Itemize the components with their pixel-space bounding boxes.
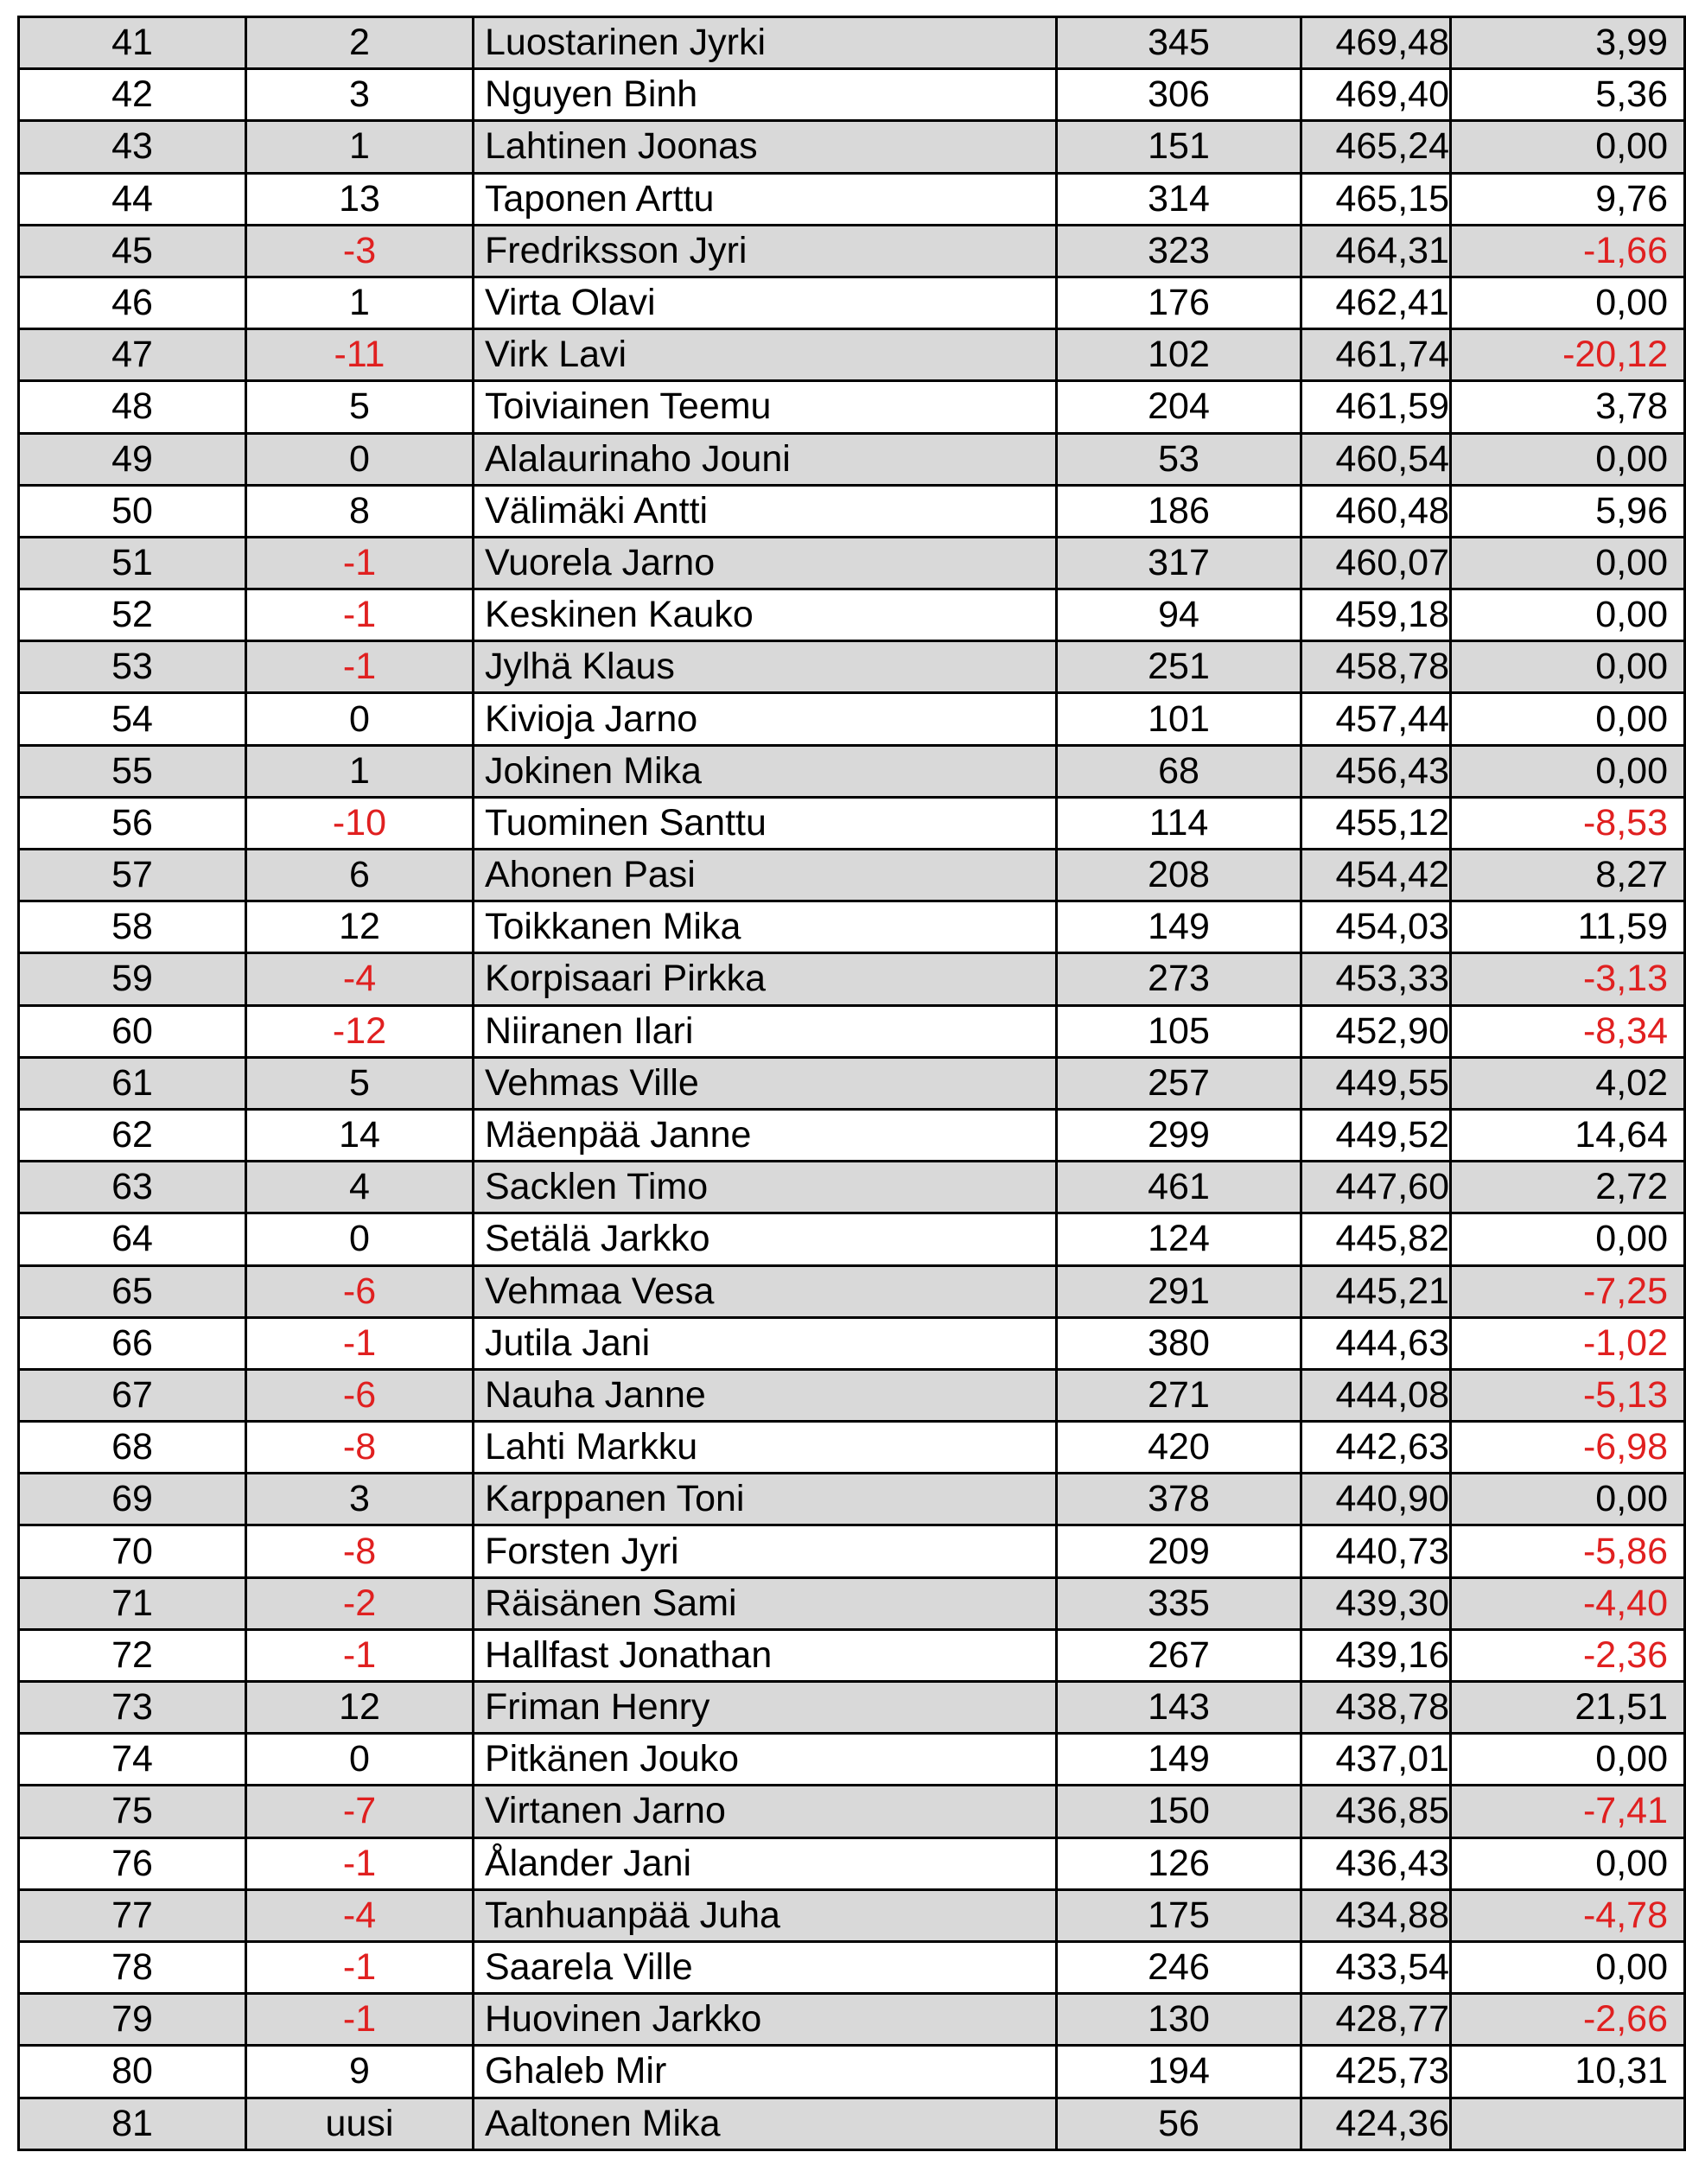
- rank-cell: 65: [19, 1265, 246, 1317]
- player-name-cell: Jokinen Mika: [474, 745, 1057, 797]
- table-row: [19, 1317, 1685, 1369]
- score-cell: 449,52: [1301, 1109, 1451, 1161]
- count-cell: 186: [1057, 485, 1301, 537]
- player-name-cell: Niiranen Ilari: [474, 1005, 1057, 1057]
- change-cell: 2: [246, 17, 474, 69]
- difference-cell: 0,00: [1451, 693, 1685, 745]
- table-row: [19, 1213, 1685, 1265]
- difference-cell: -1,02: [1451, 1317, 1685, 1369]
- score-cell: 459,18: [1301, 589, 1451, 641]
- count-cell: 380: [1057, 1317, 1301, 1369]
- table-row: [19, 589, 1685, 641]
- rank-cell: 67: [19, 1369, 246, 1421]
- rank-cell: 52: [19, 589, 246, 641]
- score-cell: 455,12: [1301, 797, 1451, 849]
- table-row: [19, 225, 1685, 277]
- difference-cell: -20,12: [1451, 329, 1685, 381]
- rank-cell: 43: [19, 121, 246, 173]
- change-cell: -6: [246, 1265, 474, 1317]
- change-cell: 14: [246, 1109, 474, 1161]
- count-cell: 209: [1057, 1525, 1301, 1577]
- count-cell: 257: [1057, 1057, 1301, 1109]
- difference-cell: 0,00: [1451, 589, 1685, 641]
- player-name-cell: Räisänen Sami: [474, 1577, 1057, 1629]
- player-name-cell: Mäenpää Janne: [474, 1109, 1057, 1161]
- player-name-cell: Jylhä Klaus: [474, 641, 1057, 693]
- count-cell: 323: [1057, 225, 1301, 277]
- difference-cell: 0,00: [1451, 1837, 1685, 1889]
- rank-cell: 66: [19, 1317, 246, 1369]
- rank-cell: 69: [19, 1474, 246, 1525]
- count-cell: 114: [1057, 797, 1301, 849]
- rank-cell: 44: [19, 173, 246, 225]
- player-name-cell: Välimäki Antti: [474, 485, 1057, 537]
- table-row: [19, 1057, 1685, 1109]
- change-cell: -8: [246, 1422, 474, 1474]
- table-row: [19, 1994, 1685, 2046]
- player-name-cell: Lahtinen Joonas: [474, 121, 1057, 173]
- player-name-cell: Alalaurinaho Jouni: [474, 433, 1057, 485]
- player-name-cell: Luostarinen Jyrki: [474, 17, 1057, 69]
- count-cell: 150: [1057, 1786, 1301, 1837]
- change-cell: -1: [246, 537, 474, 589]
- table-row: [19, 1889, 1685, 1941]
- score-cell: 462,41: [1301, 277, 1451, 328]
- difference-cell: 10,31: [1451, 2046, 1685, 2098]
- score-cell: 439,16: [1301, 1629, 1451, 1681]
- table-row: [19, 1786, 1685, 1837]
- table-row: [19, 485, 1685, 537]
- change-cell: 0: [246, 1734, 474, 1786]
- difference-cell: -7,25: [1451, 1265, 1685, 1317]
- change-cell: 1: [246, 745, 474, 797]
- count-cell: 267: [1057, 1629, 1301, 1681]
- count-cell: 299: [1057, 1109, 1301, 1161]
- change-cell: 9: [246, 2046, 474, 2098]
- player-name-cell: Taponen Arttu: [474, 173, 1057, 225]
- difference-cell: 0,00: [1451, 1474, 1685, 1525]
- change-cell: -4: [246, 1889, 474, 1941]
- rank-cell: 68: [19, 1422, 246, 1474]
- change-cell: -3: [246, 225, 474, 277]
- table-row: [19, 1265, 1685, 1317]
- score-cell: 433,54: [1301, 1941, 1451, 1993]
- count-cell: 56: [1057, 2098, 1301, 2149]
- player-name-cell: Virk Lavi: [474, 329, 1057, 381]
- score-cell: 445,21: [1301, 1265, 1451, 1317]
- count-cell: 53: [1057, 433, 1301, 485]
- rank-cell: 59: [19, 953, 246, 1005]
- score-cell: 444,63: [1301, 1317, 1451, 1369]
- count-cell: 149: [1057, 1734, 1301, 1786]
- count-cell: 314: [1057, 173, 1301, 225]
- difference-cell: 0,00: [1451, 537, 1685, 589]
- difference-cell: [1451, 2098, 1685, 2149]
- count-cell: 105: [1057, 1005, 1301, 1057]
- player-name-cell: Karppanen Toni: [474, 1474, 1057, 1525]
- player-name-cell: Pitkänen Jouko: [474, 1734, 1057, 1786]
- difference-cell: 5,36: [1451, 69, 1685, 121]
- table-row: [19, 17, 1685, 69]
- table-row: [19, 433, 1685, 485]
- difference-cell: 11,59: [1451, 901, 1685, 953]
- count-cell: 345: [1057, 17, 1301, 69]
- difference-cell: -5,86: [1451, 1525, 1685, 1577]
- player-name-cell: Setälä Jarkko: [474, 1213, 1057, 1265]
- player-name-cell: Ahonen Pasi: [474, 850, 1057, 901]
- count-cell: 291: [1057, 1265, 1301, 1317]
- change-cell: 4: [246, 1162, 474, 1213]
- table-row: [19, 745, 1685, 797]
- count-cell: 94: [1057, 589, 1301, 641]
- score-cell: 457,44: [1301, 693, 1451, 745]
- table-row: [19, 1837, 1685, 1889]
- difference-cell: -7,41: [1451, 1786, 1685, 1837]
- count-cell: 124: [1057, 1213, 1301, 1265]
- score-cell: 452,90: [1301, 1005, 1451, 1057]
- table-row: [19, 69, 1685, 121]
- difference-cell: -5,13: [1451, 1369, 1685, 1421]
- rank-cell: 56: [19, 797, 246, 849]
- player-name-cell: Keskinen Kauko: [474, 589, 1057, 641]
- score-cell: 460,48: [1301, 485, 1451, 537]
- player-name-cell: Forsten Jyri: [474, 1525, 1057, 1577]
- score-cell: 469,40: [1301, 69, 1451, 121]
- score-cell: 440,90: [1301, 1474, 1451, 1525]
- table-row: [19, 1682, 1685, 1734]
- difference-cell: 3,78: [1451, 381, 1685, 433]
- count-cell: 101: [1057, 693, 1301, 745]
- change-cell: uusi: [246, 2098, 474, 2149]
- change-cell: 13: [246, 173, 474, 225]
- count-cell: 317: [1057, 537, 1301, 589]
- difference-cell: 0,00: [1451, 121, 1685, 173]
- table-row: [19, 1162, 1685, 1213]
- rank-cell: 80: [19, 2046, 246, 2098]
- change-cell: 3: [246, 1474, 474, 1525]
- table-row: [19, 1941, 1685, 1993]
- table-row: [19, 277, 1685, 328]
- table-row: [19, 953, 1685, 1005]
- difference-cell: -4,40: [1451, 1577, 1685, 1629]
- score-cell: 461,59: [1301, 381, 1451, 433]
- score-cell: 454,03: [1301, 901, 1451, 953]
- rank-cell: 72: [19, 1629, 246, 1681]
- ranking-table: [17, 16, 1686, 2151]
- score-cell: 439,30: [1301, 1577, 1451, 1629]
- rank-cell: 54: [19, 693, 246, 745]
- change-cell: 0: [246, 693, 474, 745]
- score-cell: 454,42: [1301, 850, 1451, 901]
- rank-cell: 48: [19, 381, 246, 433]
- rank-cell: 46: [19, 277, 246, 328]
- rank-cell: 42: [19, 69, 246, 121]
- player-name-cell: Vehmas Ville: [474, 1057, 1057, 1109]
- score-cell: 428,77: [1301, 1994, 1451, 2046]
- count-cell: 335: [1057, 1577, 1301, 1629]
- score-cell: 425,73: [1301, 2046, 1451, 2098]
- change-cell: -11: [246, 329, 474, 381]
- difference-cell: 0,00: [1451, 641, 1685, 693]
- difference-cell: -8,34: [1451, 1005, 1685, 1057]
- player-name-cell: Friman Henry: [474, 1682, 1057, 1734]
- rank-cell: 60: [19, 1005, 246, 1057]
- player-name-cell: Jutila Jani: [474, 1317, 1057, 1369]
- count-cell: 208: [1057, 850, 1301, 901]
- table-row: [19, 797, 1685, 849]
- player-name-cell: Vuorela Jarno: [474, 537, 1057, 589]
- player-name-cell: Nguyen Binh: [474, 69, 1057, 121]
- score-cell: 434,88: [1301, 1889, 1451, 1941]
- player-name-cell: Kivioja Jarno: [474, 693, 1057, 745]
- change-cell: -1: [246, 589, 474, 641]
- score-cell: 447,60: [1301, 1162, 1451, 1213]
- change-cell: -1: [246, 1994, 474, 2046]
- rank-cell: 64: [19, 1213, 246, 1265]
- change-cell: -10: [246, 797, 474, 849]
- table-row: [19, 173, 1685, 225]
- rank-cell: 79: [19, 1994, 246, 2046]
- count-cell: 151: [1057, 121, 1301, 173]
- table-row: [19, 2046, 1685, 2098]
- score-cell: 464,31: [1301, 225, 1451, 277]
- rank-cell: 63: [19, 1162, 246, 1213]
- difference-cell: 3,99: [1451, 17, 1685, 69]
- player-name-cell: Nauha Janne: [474, 1369, 1057, 1421]
- player-name-cell: Fredriksson Jyri: [474, 225, 1057, 277]
- score-cell: 440,73: [1301, 1525, 1451, 1577]
- table-row: [19, 1629, 1685, 1681]
- player-name-cell: Toiviainen Teemu: [474, 381, 1057, 433]
- count-cell: 130: [1057, 1994, 1301, 2046]
- player-name-cell: Virta Olavi: [474, 277, 1057, 328]
- count-cell: 102: [1057, 329, 1301, 381]
- player-name-cell: Toikkanen Mika: [474, 901, 1057, 953]
- count-cell: 271: [1057, 1369, 1301, 1421]
- rank-cell: 75: [19, 1786, 246, 1837]
- table-row: [19, 329, 1685, 381]
- table-row: [19, 1422, 1685, 1474]
- score-cell: 436,43: [1301, 1837, 1451, 1889]
- table-row: [19, 1109, 1685, 1161]
- change-cell: 12: [246, 901, 474, 953]
- score-cell: 465,24: [1301, 121, 1451, 173]
- score-cell: 460,54: [1301, 433, 1451, 485]
- score-cell: 458,78: [1301, 641, 1451, 693]
- rank-cell: 51: [19, 537, 246, 589]
- change-cell: -1: [246, 641, 474, 693]
- score-cell: 453,33: [1301, 953, 1451, 1005]
- difference-cell: 2,72: [1451, 1162, 1685, 1213]
- score-cell: 465,15: [1301, 173, 1451, 225]
- change-cell: 6: [246, 850, 474, 901]
- rank-cell: 58: [19, 901, 246, 953]
- difference-cell: 4,02: [1451, 1057, 1685, 1109]
- rank-cell: 47: [19, 329, 246, 381]
- ranking-table-body: [19, 17, 1685, 2150]
- rank-cell: 41: [19, 17, 246, 69]
- table-row: [19, 1369, 1685, 1421]
- difference-cell: -4,78: [1451, 1889, 1685, 1941]
- table-row: [19, 901, 1685, 953]
- change-cell: 3: [246, 69, 474, 121]
- player-name-cell: Ålander Jani: [474, 1837, 1057, 1889]
- rank-cell: 62: [19, 1109, 246, 1161]
- change-cell: 8: [246, 485, 474, 537]
- rank-cell: 53: [19, 641, 246, 693]
- score-cell: 469,48: [1301, 17, 1451, 69]
- score-cell: 424,36: [1301, 2098, 1451, 2149]
- change-cell: -1: [246, 1837, 474, 1889]
- difference-cell: -2,36: [1451, 1629, 1685, 1681]
- difference-cell: -3,13: [1451, 953, 1685, 1005]
- change-cell: -7: [246, 1786, 474, 1837]
- table-row: [19, 1474, 1685, 1525]
- rank-cell: 74: [19, 1734, 246, 1786]
- change-cell: -2: [246, 1577, 474, 1629]
- player-name-cell: Tuominen Santtu: [474, 797, 1057, 849]
- player-name-cell: Korpisaari Pirkka: [474, 953, 1057, 1005]
- difference-cell: 14,64: [1451, 1109, 1685, 1161]
- rank-cell: 81: [19, 2098, 246, 2149]
- score-cell: 449,55: [1301, 1057, 1451, 1109]
- count-cell: 246: [1057, 1941, 1301, 1993]
- difference-cell: 0,00: [1451, 1213, 1685, 1265]
- player-name-cell: Vehmaa Vesa: [474, 1265, 1057, 1317]
- count-cell: 461: [1057, 1162, 1301, 1213]
- score-cell: 461,74: [1301, 329, 1451, 381]
- table-row: [19, 537, 1685, 589]
- change-cell: -12: [246, 1005, 474, 1057]
- count-cell: 306: [1057, 69, 1301, 121]
- difference-cell: 21,51: [1451, 1682, 1685, 1734]
- change-cell: 1: [246, 121, 474, 173]
- difference-cell: 9,76: [1451, 173, 1685, 225]
- score-cell: 442,63: [1301, 1422, 1451, 1474]
- table-row: [19, 1525, 1685, 1577]
- count-cell: 251: [1057, 641, 1301, 693]
- count-cell: 175: [1057, 1889, 1301, 1941]
- change-cell: -1: [246, 1629, 474, 1681]
- rank-cell: 55: [19, 745, 246, 797]
- rank-cell: 77: [19, 1889, 246, 1941]
- player-name-cell: Lahti Markku: [474, 1422, 1057, 1474]
- change-cell: -8: [246, 1525, 474, 1577]
- change-cell: 12: [246, 1682, 474, 1734]
- change-cell: 0: [246, 433, 474, 485]
- rank-cell: 50: [19, 485, 246, 537]
- count-cell: 149: [1057, 901, 1301, 953]
- difference-cell: -2,66: [1451, 1994, 1685, 2046]
- change-cell: 5: [246, 381, 474, 433]
- player-name-cell: Tanhuanpää Juha: [474, 1889, 1057, 1941]
- difference-cell: -1,66: [1451, 225, 1685, 277]
- count-cell: 204: [1057, 381, 1301, 433]
- change-cell: -4: [246, 953, 474, 1005]
- difference-cell: 0,00: [1451, 745, 1685, 797]
- table-row: [19, 2098, 1685, 2149]
- player-name-cell: Ghaleb Mir: [474, 2046, 1057, 2098]
- table-row: [19, 641, 1685, 693]
- score-cell: 438,78: [1301, 1682, 1451, 1734]
- table-row: [19, 1734, 1685, 1786]
- count-cell: 194: [1057, 2046, 1301, 2098]
- change-cell: 5: [246, 1057, 474, 1109]
- table-row: [19, 121, 1685, 173]
- score-cell: 456,43: [1301, 745, 1451, 797]
- difference-cell: 0,00: [1451, 433, 1685, 485]
- change-cell: 1: [246, 277, 474, 328]
- change-cell: -1: [246, 1317, 474, 1369]
- count-cell: 420: [1057, 1422, 1301, 1474]
- change-cell: -1: [246, 1941, 474, 1993]
- player-name-cell: Sacklen Timo: [474, 1162, 1057, 1213]
- player-name-cell: Aaltonen Mika: [474, 2098, 1057, 2149]
- count-cell: 176: [1057, 277, 1301, 328]
- score-cell: 436,85: [1301, 1786, 1451, 1837]
- table-row: [19, 693, 1685, 745]
- player-name-cell: Virtanen Jarno: [474, 1786, 1057, 1837]
- table-row: [19, 1577, 1685, 1629]
- score-cell: 437,01: [1301, 1734, 1451, 1786]
- count-cell: 143: [1057, 1682, 1301, 1734]
- change-cell: 0: [246, 1213, 474, 1265]
- rank-cell: 45: [19, 225, 246, 277]
- count-cell: 68: [1057, 745, 1301, 797]
- rank-cell: 78: [19, 1941, 246, 1993]
- count-cell: 273: [1057, 953, 1301, 1005]
- difference-cell: 8,27: [1451, 850, 1685, 901]
- count-cell: 126: [1057, 1837, 1301, 1889]
- difference-cell: -8,53: [1451, 797, 1685, 849]
- table-row: [19, 850, 1685, 901]
- difference-cell: 0,00: [1451, 1734, 1685, 1786]
- rank-cell: 57: [19, 850, 246, 901]
- score-cell: 460,07: [1301, 537, 1451, 589]
- player-name-cell: Saarela Ville: [474, 1941, 1057, 1993]
- table-row: [19, 1005, 1685, 1057]
- change-cell: -6: [246, 1369, 474, 1421]
- difference-cell: 0,00: [1451, 277, 1685, 328]
- rank-cell: 71: [19, 1577, 246, 1629]
- rank-cell: 70: [19, 1525, 246, 1577]
- score-cell: 444,08: [1301, 1369, 1451, 1421]
- rank-cell: 76: [19, 1837, 246, 1889]
- rank-cell: 73: [19, 1682, 246, 1734]
- player-name-cell: Hallfast Jonathan: [474, 1629, 1057, 1681]
- table-row: [19, 381, 1685, 433]
- difference-cell: -6,98: [1451, 1422, 1685, 1474]
- rank-cell: 61: [19, 1057, 246, 1109]
- player-name-cell: Huovinen Jarkko: [474, 1994, 1057, 2046]
- rank-cell: 49: [19, 433, 246, 485]
- count-cell: 378: [1057, 1474, 1301, 1525]
- score-cell: 445,82: [1301, 1213, 1451, 1265]
- difference-cell: 0,00: [1451, 1941, 1685, 1993]
- difference-cell: 5,96: [1451, 485, 1685, 537]
